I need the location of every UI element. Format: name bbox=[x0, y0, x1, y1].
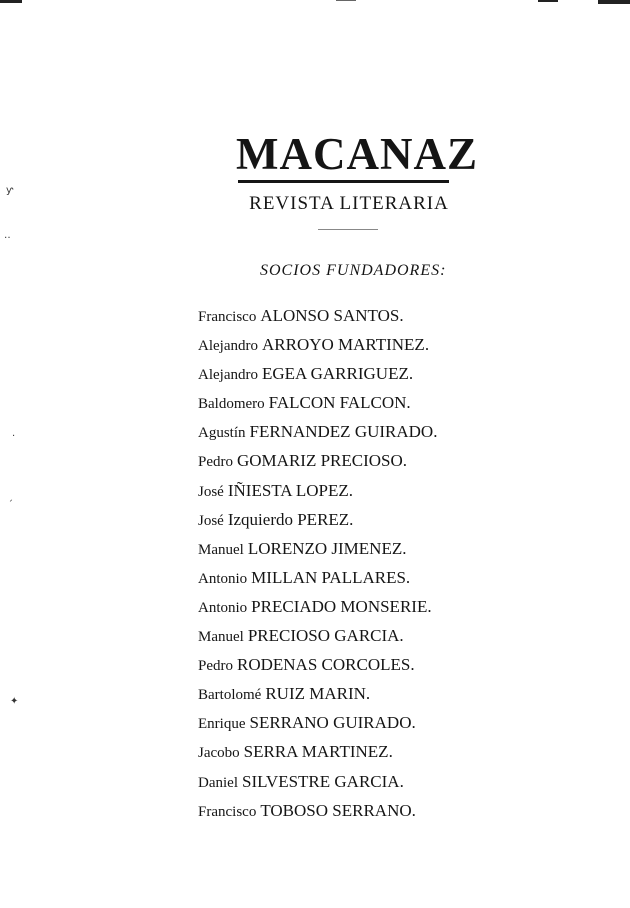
title-rule bbox=[238, 180, 449, 183]
scan-edge-mark bbox=[538, 0, 558, 2]
founder-surname: LORENZO JIMENEZ. bbox=[247, 538, 407, 558]
founder-surname: IÑIESTA LOPEZ. bbox=[227, 480, 354, 500]
founder-first-name: Enrique bbox=[198, 716, 246, 733]
founder-first-name: Agustín bbox=[198, 425, 246, 442]
founder-first-name: Bartolomé bbox=[198, 687, 262, 704]
founders-heading: SOCIOS FUNDADORES: bbox=[260, 262, 447, 279]
scan-edge-mark bbox=[598, 0, 630, 4]
founder-entry bbox=[198, 564, 437, 593]
founder-entry bbox=[198, 622, 437, 651]
founder-entry bbox=[198, 302, 437, 331]
founder-surname: PRECIOSO GARCIA. bbox=[247, 626, 404, 646]
scan-edge-mark bbox=[0, 0, 22, 3]
founder-first-name: Manuel bbox=[198, 629, 244, 646]
founder-first-name: Francisco bbox=[198, 803, 257, 820]
founder-surname: FALCON FALCON. bbox=[268, 393, 411, 413]
founder-surname: RODENAS CORCOLES. bbox=[237, 655, 415, 675]
founder-surname: SERRANO GUIRADO. bbox=[249, 713, 416, 733]
founder-surname: ARROYO MARTINEZ. bbox=[261, 335, 430, 355]
founder-entry bbox=[198, 418, 437, 447]
founder-entry bbox=[198, 738, 437, 767]
scan-edge-mark bbox=[336, 0, 356, 1]
masthead bbox=[236, 129, 478, 230]
founder-first-name: Pedro bbox=[198, 454, 233, 471]
founder-surname: TOBOSO SERRANO. bbox=[260, 800, 416, 820]
founder-entry bbox=[198, 360, 437, 389]
founder-surname: ALONSO SANTOS. bbox=[260, 306, 404, 325]
scan-speck: ✦ bbox=[10, 696, 19, 707]
founder-entry bbox=[198, 768, 437, 797]
founder-surname: FERNANDEZ GUIRADO. bbox=[249, 422, 438, 442]
founder-first-name: Antonio bbox=[198, 599, 248, 616]
founder-first-name: Pedro bbox=[198, 658, 233, 675]
founders-list bbox=[198, 302, 437, 826]
founder-entry bbox=[198, 447, 437, 476]
founder-entry bbox=[198, 651, 437, 680]
founder-surname: EGEA GARRIGUEZ. bbox=[261, 364, 414, 384]
founder-first-name: Alejandro bbox=[198, 338, 258, 355]
scan-speck: ‥ bbox=[4, 230, 11, 241]
magazine-subtitle: REVISTA LITERARIA bbox=[249, 193, 449, 214]
founder-entry bbox=[198, 797, 437, 826]
subtitle-rule bbox=[318, 229, 378, 230]
founder-entry bbox=[198, 331, 437, 360]
magazine-title: MACANAZ bbox=[236, 129, 478, 179]
scan-speck: ˏ bbox=[8, 491, 13, 502]
founder-entry bbox=[198, 389, 437, 418]
founder-entry bbox=[198, 680, 437, 709]
founder-surname: MILLAN PALLARES. bbox=[251, 567, 411, 587]
founder-first-name: Jacobo bbox=[198, 745, 240, 762]
founder-surname: SILVESTRE GARCIA. bbox=[241, 771, 404, 791]
founder-surname: RUIZ MARIN. bbox=[265, 684, 371, 704]
founder-first-name: Antonio bbox=[198, 570, 248, 587]
founder-first-name: Francisco bbox=[198, 309, 257, 325]
founder-surname: PRECIADO MONSERIE. bbox=[251, 596, 432, 616]
founder-surname: Izquierdo PEREZ. bbox=[227, 509, 354, 529]
founder-first-name: Alejandro bbox=[198, 367, 258, 384]
founder-first-name: Manuel bbox=[198, 541, 244, 558]
scan-speck: ƴ bbox=[6, 185, 14, 196]
founder-surname: SERRA MARTINEZ. bbox=[243, 742, 393, 762]
founder-entry bbox=[198, 593, 437, 622]
founder-first-name: Baldomero bbox=[198, 396, 265, 413]
founder-first-name: Daniel bbox=[198, 774, 238, 791]
founder-surname: GOMARIZ PRECIOSO. bbox=[237, 451, 408, 471]
founder-entry bbox=[198, 535, 437, 564]
founder-entry bbox=[198, 709, 437, 738]
founder-first-name: José bbox=[198, 512, 224, 529]
founder-entry bbox=[198, 506, 437, 535]
founder-entry bbox=[198, 477, 437, 506]
founder-first-name: José bbox=[198, 483, 224, 500]
scan-speck: · bbox=[12, 431, 16, 442]
